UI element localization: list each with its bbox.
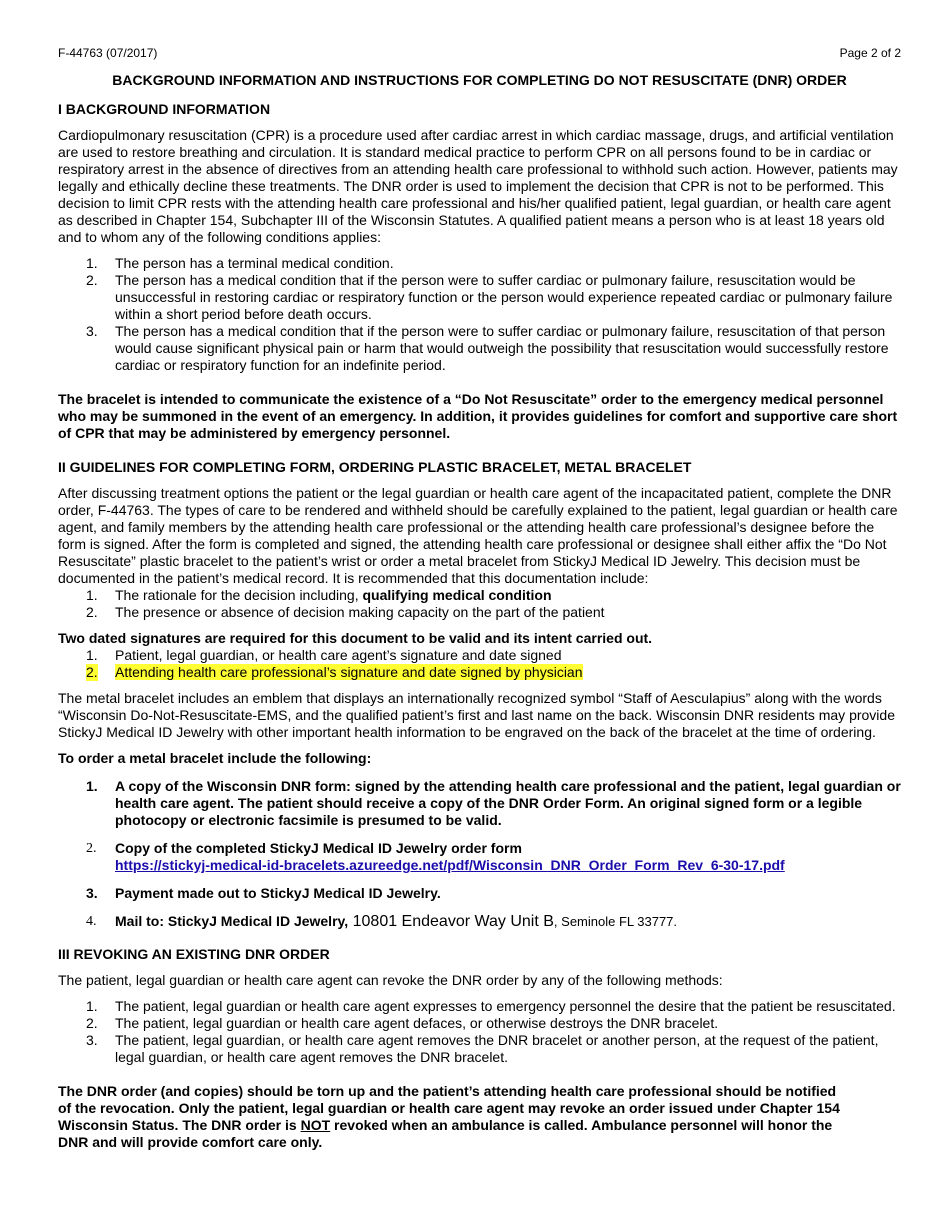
list-item: 1. The patient, legal guardian or health care agent expresses to emergency personnel the desire that the patient be resuscitated. [86, 998, 896, 1014]
document-page [58, 46, 901, 1151]
order-heading: To order a metal bracelet include the following: [58, 750, 372, 766]
metal-bracelet-paragraph: The metal bracelet includes an emblem that displays an internationally recognized symbol “Staff of Aesculapius” along with the words “Wisconsin Do-Not-Resuscitate-EMS, and the qualified patient’s first and last name on the back. Wisconsin DNR residents may provide StickyJ Medical ID Jewelry with other important health information to be engraved on the back of the bracelet at the time of ordering. [58, 690, 895, 740]
section1-heading: I BACKGROUND INFORMATION [58, 101, 271, 117]
list-item: 1. The rationale for the decision including, qualifying medical condition [86, 587, 552, 603]
list-item: 1. Patient, legal guardian, or health care agent’s signature and date signed [86, 647, 562, 663]
revoke-methods-list [58, 998, 901, 1066]
list-item: 4. Mail to: StickyJ Medical ID Jewelry, 10801 Endeavor Way Unit B, Seminole FL 33777. [86, 913, 678, 930]
page-header [58, 46, 901, 60]
list-item: 2. The person has a medical condition that if the person were to suffer cardiac or pulmonary failure, resuscitation would be unsuccessful in restoring cardiac or respiratory function or the person would experience repeated cardiac or pulmonary failure within a short period before death occurs. [86, 272, 893, 322]
section1-intro: Cardiopulmonary resuscitation (CPR) is a procedure used after cardiac arrest in which cardiac massage, drugs, and artificial ventilation are used to restore breathing and circulation. It is standard medical practice to perform CPR on all persons found to be in cardiac or respiratory arrest in the absence of directives from an attending health care professional to withhold such action. However, patients may legally and ethically decline these treatments. The DNR order is used to implement the decision that CPR is not to be performed. This decision to limit CPR rests with the attending health care professional and his/her qualified patient, legal guardian, or health care agent as described in Chapter 154, Subchapter III of the Wisconsin Statutes. A qualified patient means a person who is at least 18 years old and to whom any of the following conditions applies: [58, 127, 898, 245]
signatures-heading: Two dated signatures are required for this document to be valid and its intent carried out. [58, 630, 653, 646]
document-title: BACKGROUND INFORMATION AND INSTRUCTIONS FOR COMPLETING DO NOT RESUSCITATE (DNR) ORDER [112, 72, 847, 88]
highlighted-signature: Attending health care professional’s signature and date signed by physician [115, 664, 583, 680]
section3-heading: III REVOKING AN EXISTING DNR ORDER [58, 946, 330, 962]
not-emphasis: NOT [300, 1117, 331, 1133]
form-id: F-44763 (07/2017) [58, 46, 158, 60]
list-item: 3. Payment made out to StickyJ Medical ID Jewelry. [86, 885, 441, 901]
section3-intro: The patient, legal guardian or health care agent can revoke the DNR order by any of the following methods: [58, 972, 723, 988]
documentation-list [58, 587, 901, 621]
list-item: 2. The presence or absence of decision making capacity on the part of the patient [86, 604, 605, 620]
list-item: 2. Attending health care professional’s signature and date signed by physician [86, 664, 583, 680]
conditions-list [58, 255, 901, 374]
order-form-link[interactable]: https://stickyj-medical-id-bracelets.azureedge.net/pdf/Wisconsin_DNR_Order_Form_Rev_6-30-17.pdf [115, 857, 785, 873]
signatures-list [58, 647, 901, 681]
list-item: 1. A copy of the Wisconsin DNR form: signed by the attending health care professional and the patient, legal guardian or health care agent. The patient should receive a copy of the DNR Order Form. An original signed form or a legible photocopy or electronic facsimile is presumed to be valid. [86, 778, 901, 828]
section2-intro: After discussing treatment options the patient or the legal guardian or health care agent of the incapacitated patient, complete the DNR order, F-44763. The types of care to be rendered and withheld should be carefully explained to the patient, legal guardian or health care agent, and family members by the attending health care professional or the attending health care professional’s designee before the form is signed. After the form is completed and signed, the attending health care professional or designee shall either affix the “Do Not Resuscitate” plastic bracelet to the patient’s wrist or order a metal bracelet from StickyJ Medical ID Jewelry. This decision must be documented in the patient’s medical record. It is recommended that this documentation include: [58, 485, 898, 586]
list-item: 3. The person has a medical condition that if the person were to suffer cardiac or pulmonary failure, resuscitation of that person would cause significant physical pain or harm that would outweigh the possibility that resuscitation would successfully restore cardiac or respiratory function for an indefinite period. [86, 323, 889, 373]
list-item: 1. The person has a terminal medical condition. [86, 255, 394, 271]
page-number: Page 2 of 2 [839, 46, 901, 60]
list-item: 2. The patient, legal guardian or health care agent defaces, or otherwise destroys the DNR bracelet. [86, 1015, 719, 1031]
list-item: 3. The patient, legal guardian, or health care agent removes the DNR bracelet or another person, at the request of the patient, legal guardian, or health care agent removes the DNR bracelet. [86, 1032, 879, 1065]
list-item: 2. Copy of the completed StickyJ Medical ID Jewelry order form https://stickyj-medical-id-bracelets.azureedge.net/pdf/Wisconsin_DNR_Order_Form_Rev_6-30-17.pdf [86, 840, 785, 873]
order-list [58, 778, 901, 930]
bracelet-note: The bracelet is intended to communicate the existence of a “Do Not Resuscitate” order to the emergency medical personnel who may be summoned in the event of an emergency. In addition, it provides guidelines for comfort and supportive care short of CPR that may be administered by emergency personnel. [58, 391, 898, 441]
section2-heading: II GUIDELINES FOR COMPLETING FORM, ORDERING PLASTIC BRACELET, METAL BRACELET [58, 459, 692, 475]
revocation-note: The DNR order (and copies) should be torn up and the patient’s attending health care professional should be notified of the revocation. Only the patient, legal guardian or health care agent may revoke an order issued under Chapter 154 Wisconsin Status. The DNR order is NOT revoked when an ambulance is called. Ambulance personnel will honor the DNR and will provide comfort care only. [58, 1083, 840, 1150]
